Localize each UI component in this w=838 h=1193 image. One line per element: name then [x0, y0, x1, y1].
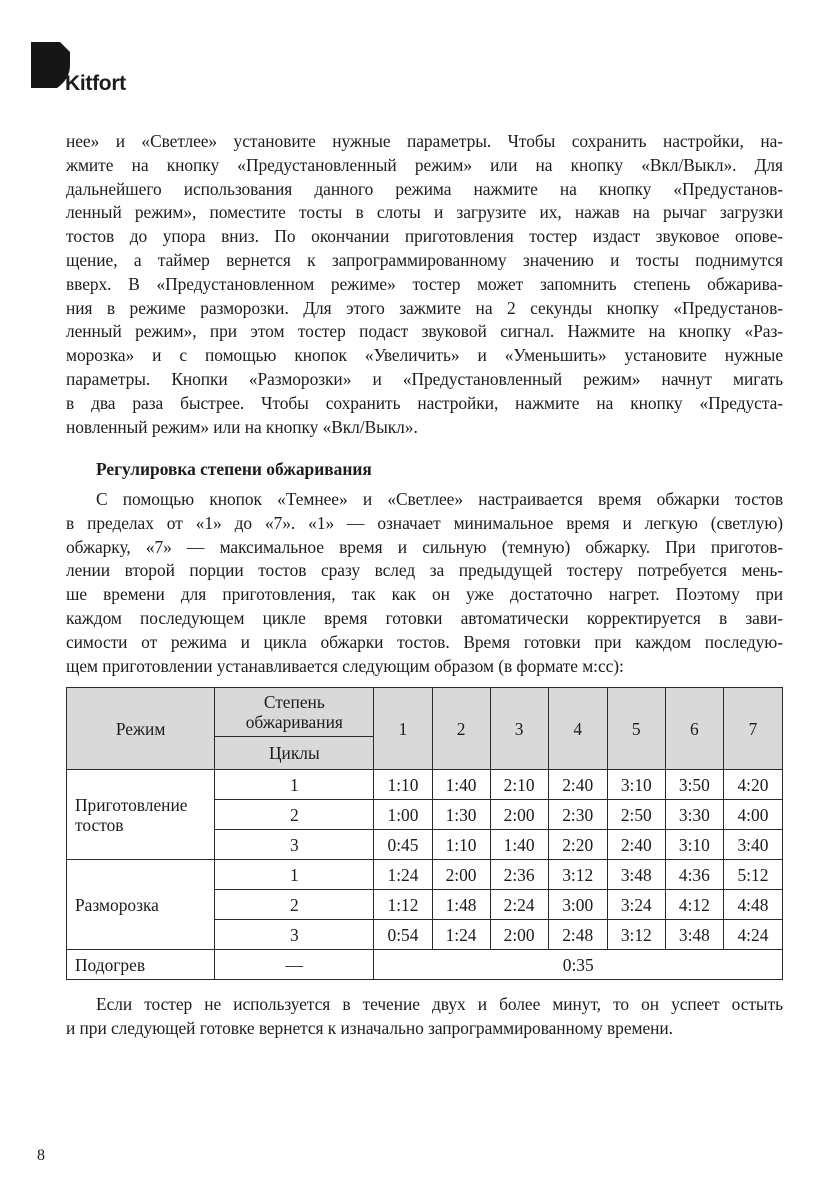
time-cell: 2:40 — [548, 770, 607, 800]
cycle-cell: — — [215, 950, 374, 980]
time-cell: 4:12 — [665, 890, 723, 920]
header-degree-line2: обжаривания — [245, 712, 343, 732]
intro-paragraph — [66, 130, 783, 439]
time-cell: 3:24 — [607, 890, 665, 920]
time-cell: 2:40 — [607, 830, 665, 860]
time-cell: 1:40 — [490, 830, 548, 860]
brand-name: Kitfort — [65, 72, 126, 95]
header-degree — [215, 688, 374, 737]
text-line: в два раза быстрее. Чтобы сохранить настройки, нажмите на кнопку «Предуста- — [66, 392, 783, 413]
text-line: каждом последующем цикле время готовки автоматически корректируется в зави- — [66, 607, 783, 628]
text-line: щем приготовлении устанавливается следующим образом (в формате м:сс): — [66, 655, 624, 676]
time-cell: 2:24 — [490, 890, 548, 920]
cycle-cell: 1 — [215, 770, 374, 800]
time-cell: 2:48 — [548, 920, 607, 950]
text-line: обжарку, «7» — максимальное время и сильную (темную) обжарку. При приготов- — [66, 536, 783, 557]
text-line: Если тостер не используется в течение двух и более минут, то он успеет остыть — [96, 994, 783, 1014]
header-degree-value: 2 — [432, 688, 490, 770]
mode-cell: Подогрев — [67, 950, 215, 980]
time-cell: 2:36 — [490, 860, 548, 890]
text-line: симости от режима и цикла обжарки тостов. Время готовки при каждом последую- — [66, 631, 783, 652]
time-cell: 3:40 — [723, 830, 782, 860]
time-cell: 0:35 — [374, 950, 783, 980]
text-line: нее» и «Светлее» установите нужные параметры. Чтобы сохранить настройки, на- — [66, 131, 783, 151]
time-cell: 2:30 — [548, 800, 607, 830]
kitfort-logo — [31, 42, 161, 98]
header-degree-line1: Степень — [263, 692, 325, 712]
time-cell: 3:00 — [548, 890, 607, 920]
time-cell: 0:45 — [374, 830, 432, 860]
time-cell: 1:24 — [432, 920, 490, 950]
cycle-cell: 2 — [215, 890, 374, 920]
time-cell: 1:12 — [374, 890, 432, 920]
time-cell: 3:10 — [607, 770, 665, 800]
header-degree-value: 5 — [607, 688, 665, 770]
header-degree-value: 4 — [548, 688, 607, 770]
time-cell: 1:48 — [432, 890, 490, 920]
text-line: тостов до упора вниз. По окончании приготовления тостер издаст звуковое опове- — [66, 226, 783, 247]
text-line: и при следующей готовке вернется к изначально запрограммированному времени. — [66, 1017, 673, 1038]
table-row — [67, 770, 783, 800]
section-paragraph — [66, 488, 783, 678]
header-cycles: Циклы — [215, 737, 374, 770]
time-cell: 3:48 — [607, 860, 665, 890]
section-heading: Регулировка степени обжаривания — [96, 459, 372, 479]
time-cell: 2:00 — [490, 800, 548, 830]
time-cell: 4:00 — [723, 800, 782, 830]
text-line: дальнейшего использования данного режима нажмите на кнопку «Предустанов- — [66, 178, 783, 199]
time-cell: 4:48 — [723, 890, 782, 920]
time-cell: 3:12 — [548, 860, 607, 890]
time-cell: 1:40 — [432, 770, 490, 800]
table-row — [67, 950, 783, 980]
time-cell: 4:36 — [665, 860, 723, 890]
time-cell: 2:20 — [548, 830, 607, 860]
text-line: лении второй порции тостов сразу вслед за предыдущей тостеру потребуется мень- — [66, 560, 783, 581]
text-line: ния в режиме разморозки. Для этого зажмите на 2 секунды кнопку «Предустанов- — [66, 297, 783, 318]
mode-label-line1: Приготовление — [75, 794, 188, 815]
time-cell: 2:00 — [432, 860, 490, 890]
cycle-cell: 3 — [215, 920, 374, 950]
cycle-cell: 1 — [215, 860, 374, 890]
time-cell: 0:54 — [374, 920, 432, 950]
text-line: ше времени для приготовления, так как он уже достаточно нагрет. Поэтому при — [66, 584, 783, 605]
page-number: 8 — [37, 1147, 45, 1164]
time-cell: 5:12 — [723, 860, 782, 890]
text-line: ленный режим», при этом тостер подаст звуковой сигнал. Нажмите на кнопку «Раз- — [66, 321, 783, 342]
mode-label-line2: тостов — [75, 814, 124, 835]
time-cell: 2:10 — [490, 770, 548, 800]
time-cell: 3:48 — [665, 920, 723, 950]
time-cell: 1:00 — [374, 800, 432, 830]
mode-cell — [67, 860, 215, 950]
cycle-cell: 2 — [215, 800, 374, 830]
time-cell: 3:12 — [607, 920, 665, 950]
cycle-cell: 3 — [215, 830, 374, 860]
time-cell: 3:30 — [665, 800, 723, 830]
time-cell: 3:50 — [665, 770, 723, 800]
text-line: ленный режим», поместите тосты в слоты и загрузите их, нажав на рычаг загрузки — [66, 202, 783, 223]
header-degree-value: 3 — [490, 688, 548, 770]
time-cell: 1:24 — [374, 860, 432, 890]
closing-paragraph — [66, 993, 783, 1041]
text-line: морозка» и с помощью кнопок «Увеличить» и «Уменьшить» установите нужные — [66, 345, 783, 366]
time-cell: 4:24 — [723, 920, 782, 950]
header-degree-value: 1 — [374, 688, 432, 770]
time-cell: 4:20 — [723, 770, 782, 800]
text-line: жмите на кнопку «Предустановленный режим» или на кнопку «Вкл/Выкл». Для — [66, 154, 783, 175]
mode-label-line1: Разморозка — [75, 894, 159, 915]
time-cell: 2:50 — [607, 800, 665, 830]
table-row — [67, 860, 783, 890]
text-line: параметры. Кнопки «Разморозки» и «Предустановленный режим» начнут мигать — [66, 368, 783, 389]
time-cell: 2:00 — [490, 920, 548, 950]
time-cell: 3:10 — [665, 830, 723, 860]
time-cell: 1:10 — [432, 830, 490, 860]
header-mode: Режим — [67, 688, 215, 770]
header-degree-value: 6 — [665, 688, 723, 770]
mode-cell — [67, 770, 215, 860]
text-line: новленный режим» или на кнопку «Вкл/Выкл». — [66, 416, 418, 437]
header-degree-value: 7 — [723, 688, 782, 770]
time-cell: 1:30 — [432, 800, 490, 830]
time-cell: 1:10 — [374, 770, 432, 800]
text-line: С помощью кнопок «Темнее» и «Светлее» настраивается время обжарки тостов — [96, 489, 783, 509]
toasting-time-table — [66, 687, 783, 980]
text-line: щение, а таймер вернется к запрограммированному значению и тосты поднимутся — [66, 249, 783, 270]
text-line: вверх. В «Предустановленном режиме» тостер может запомнить степень обжарива- — [66, 273, 783, 294]
text-line: в пределах от «1» до «7». «1» — означает минимальное время и легкую (светлую) — [66, 512, 783, 533]
